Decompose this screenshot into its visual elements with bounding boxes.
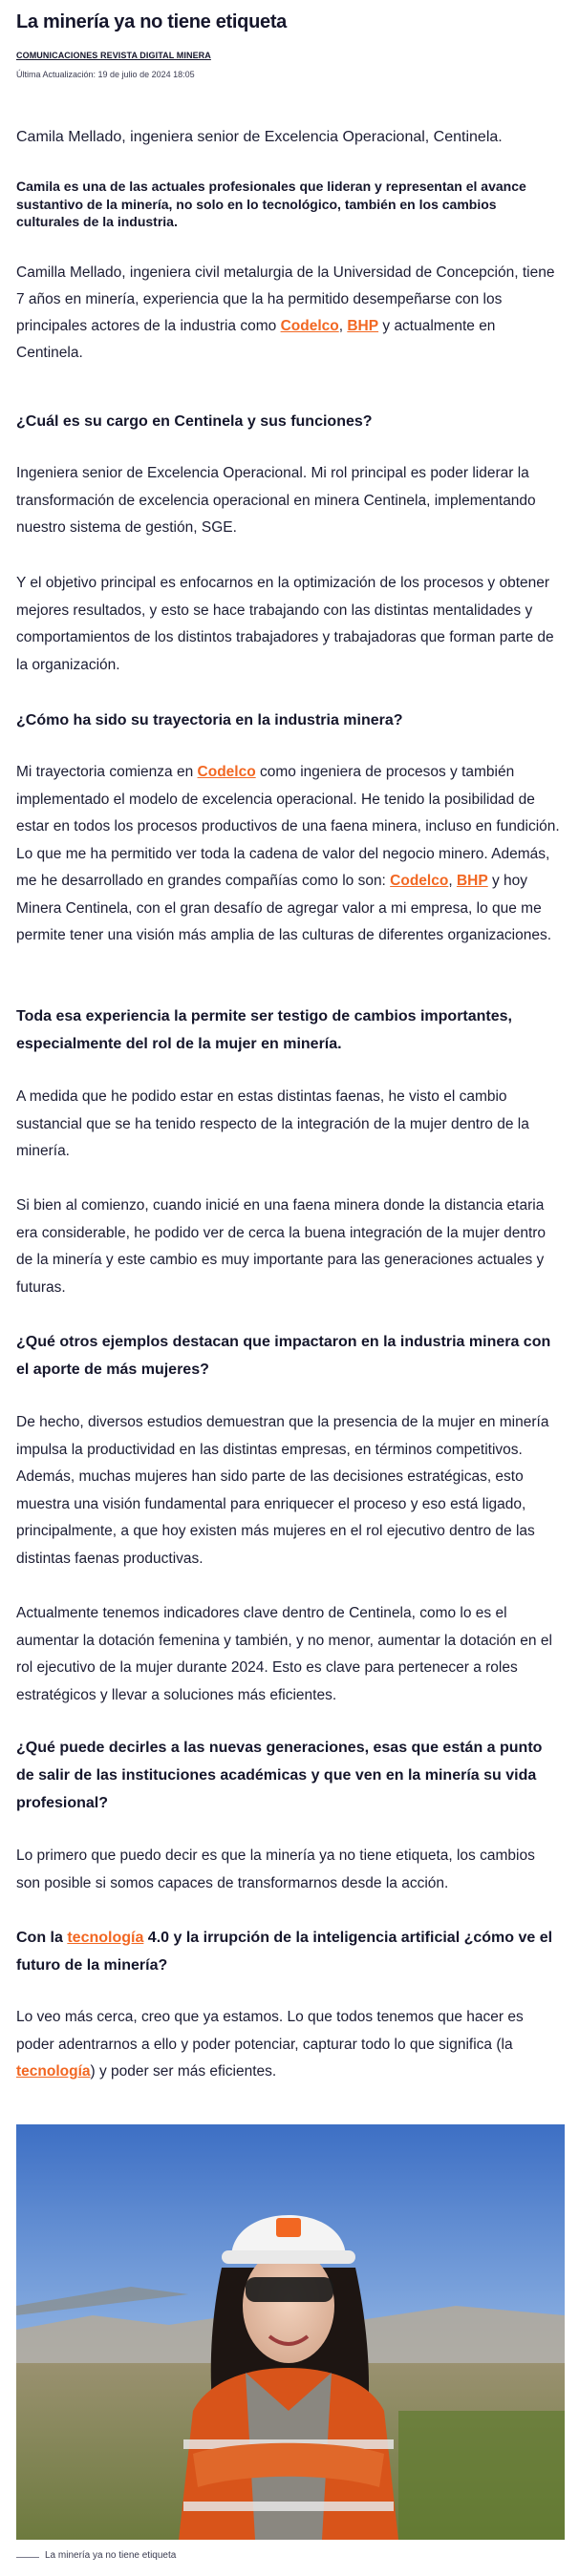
question-4: ¿Qué otros ejemplos destacan que impactaron en la industria minera con el aporte de más mujeres?: [16, 1334, 551, 1378]
answer-7: Actualmente tenemos indicadores clave dentro de Centinela, como lo es el aumentar la dotación femenina y también, y no menor, aumentar la dotación en el rol ejecutivo de la mujer durante 2024. Esto es clave para pertenecer a roles estratégicos y llevar a soluciones más eficientes.: [16, 1605, 552, 1703]
photo-illustration: [16, 2124, 565, 2540]
text: ) y poder ser más eficientes.: [90, 2063, 277, 2080]
link-tecnologia[interactable]: tecnología: [16, 2063, 91, 2080]
link-bhp[interactable]: BHP: [347, 318, 379, 334]
answer-2: Y el objetivo principal es enfocarnos en la optimización de los procesos y obtener mejores resultados, y esto se hace trabajando con las distintas mentalidades y comportamientos de los distintos trabajadores y trabajadoras que forman parte de la organización.: [16, 575, 554, 673]
answer-9: [16, 2004, 563, 2086]
question-2: ¿Cómo ha sido su trayectoria en la industria minera?: [16, 712, 403, 728]
text: Camilla Mellado, ingeniera civil metalurgia de la Universidad de Concepción, tiene 7 años en minería, experiencia que la ha permitido desempeñarse con los principales actores de la industria como: [16, 264, 555, 334]
paragraph-1: [16, 260, 563, 367]
text: Mi trayectoria comienza en: [16, 764, 198, 780]
text: Con la: [16, 1930, 68, 1946]
author-byline[interactable]: COMUNICACIONES REVISTA DIGITAL MINERA: [16, 51, 211, 60]
answer-3: [16, 759, 563, 950]
question-1: ¿Cuál es su cargo en Centinela y sus funciones?: [16, 413, 373, 430]
text: y hoy Minera Centinela, con el gran desafío de agregar valor a mi empresa, lo que me permite tener una visión más amplia de las culturas de diferentes organizaciones.: [16, 873, 552, 943]
article-title: La minería ya no tiene etiqueta: [16, 11, 288, 32]
answer-4: A medida que he podido estar en estas distintas faenas, he visto el cambio sustancial que se ha tenido respecto de la integración de la mujer dentro de la minería.: [16, 1088, 529, 1159]
caption-divider: [16, 2557, 39, 2558]
question-3: Toda esa experiencia la permite ser testigo de cambios importantes, especialmente del rol de la mujer en minería.: [16, 1008, 512, 1052]
link-tecnologia[interactable]: tecnología: [67, 1930, 144, 1946]
text: ,: [448, 873, 457, 889]
text: como ingeniera de procesos y también implementado el modelo de excelencia operacional. He tenido la posibilidad de estar en todos los procesos productivos de una faena minera, incluso en fundición. Lo que me ha permitido ver toda la cadena de valor del negocio minero. Además, me he desarrollado en grandes compañías como lo son:: [16, 764, 560, 889]
answer-1: Ingeniera senior de Excelencia Operacional. Mi rol principal es poder liderar la transformación de excelencia operacional en minera Centinela, implementando nuestro sistema de gestión, SGE.: [16, 465, 536, 536]
link-codelco[interactable]: Codelco: [390, 873, 449, 889]
text: 4.0 y la irrupción de la inteligencia artificial ¿cómo ve el futuro de la minería?: [16, 1930, 553, 1974]
link-bhp[interactable]: BHP: [456, 873, 488, 889]
article-photo: [16, 2124, 565, 2540]
lead-paragraph: Camila Mellado, ingeniera senior de Excelencia Operacional, Centinela.: [16, 129, 503, 145]
question-6: [16, 1924, 563, 1979]
link-codelco[interactable]: Codelco: [197, 764, 256, 780]
text: ,: [338, 318, 348, 334]
text: y actualmente en Centinela.: [16, 318, 496, 361]
link-codelco[interactable]: Codelco: [280, 318, 339, 334]
answer-6: De hecho, diversos estudios demuestran que la presencia de la mujer en minería impulsa la productividad en las distintas empresas, en términos competitivos. Además, muchas mujeres han sido parte de las decisiones estratégicas, esto muestra una visión fundamental para enriquecer el proceso y eso está ligado, principalmente, a que hoy existen más mujeres en el rol ejecutivo dentro de las distintas faenas productivas.: [16, 1414, 549, 1567]
question-5: ¿Qué puede decirles a las nuevas generaciones, esas que están a punto de salir de las instituciones académicas y que ven en la minería su vida profesional?: [16, 1740, 543, 1811]
answer-5: Si bien al comienzo, cuando inicié en una faena minera donde la distancia etaria era considerable, he podido ver de cerca la buena integración de la mujer dentro de la minería y este cambio es muy importante para las generaciones actuales y futuras.: [16, 1197, 547, 1296]
answer-8: Lo primero que puedo decir es que la minería ya no tiene etiqueta, los cambios son posible si somos capaces de transformarnos desde la acción.: [16, 1848, 535, 1891]
intro-paragraph: Camila es una de las actuales profesionales que lideran y representan el avance sustantivo de la minería, no solo en lo tecnológico, también en los cambios culturales de la industria.: [16, 179, 526, 229]
image-caption: La minería ya no tiene etiqueta: [45, 2550, 177, 2561]
text: Lo veo más cerca, creo que ya estamos. Lo que todos tenemos que hacer es poder adentrarnos a ello y poder potenciar, capturar todo lo que significa (la: [16, 2009, 524, 2053]
last-updated: Última Actualización: 19 de julio de 2024 18:05: [16, 70, 195, 79]
